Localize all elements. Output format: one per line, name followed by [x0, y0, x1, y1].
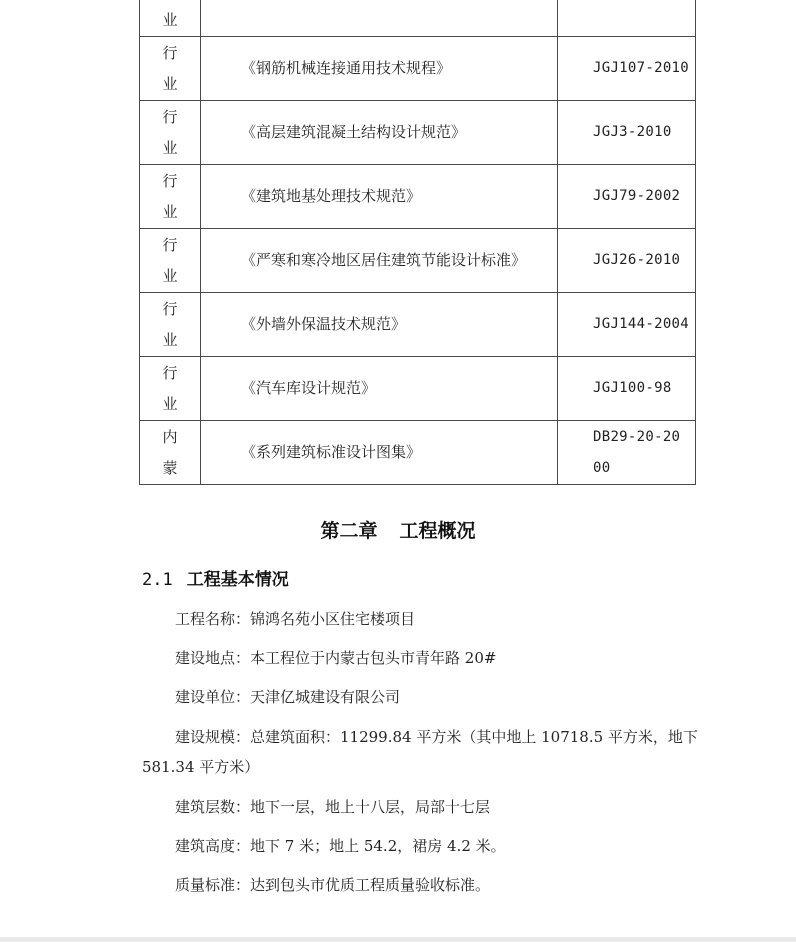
- level-cell: [140, 165, 201, 229]
- level-cell: [140, 421, 201, 485]
- standard-name: 《系列建筑标准设计图集》: [241, 443, 422, 461]
- info-floors: 建筑层数：地下一层，地上十八层，局部十七层: [175, 798, 491, 816]
- chapter-heading: [0, 516, 796, 543]
- table-row: [140, 293, 696, 357]
- standard-name-cell: [201, 165, 558, 229]
- info-scale: 建设规模：总建筑面积：11299.84 平方米（其中地上 10718.5 平方米，地下 581.34 平方米）: [142, 728, 698, 776]
- standard-code-cell: [558, 165, 696, 229]
- table-row: [140, 421, 696, 485]
- standard-code-cell: [558, 293, 696, 357]
- standard-name: 《钢筋机械连接通用技术规程》: [241, 59, 452, 77]
- standard-code-cell: [558, 101, 696, 165]
- standard-code-cell: [558, 229, 696, 293]
- level-cell: [140, 0, 201, 37]
- standard-code: JGJ100-98: [593, 380, 672, 396]
- level-text: 内蒙: [162, 428, 178, 477]
- standard-name-cell: [201, 37, 558, 101]
- level-text: 行业: [162, 300, 178, 349]
- chapter-number: 第二章: [320, 520, 378, 542]
- level-text: 业: [162, 11, 178, 29]
- info-height: 建筑高度：地下 7 米；地上 54.2，裙房 4.2 米。: [175, 837, 506, 855]
- page-bottom-edge: [0, 937, 796, 942]
- level-cell: [140, 101, 201, 165]
- standard-code-cell: [558, 37, 696, 101]
- standard-code: JGJ107-2010: [593, 60, 690, 76]
- standard-name: 《建筑地基处理技术规范》: [241, 187, 422, 205]
- standard-name: 《外墙外保温技术规范》: [241, 315, 407, 333]
- level-text: 行业: [162, 172, 178, 221]
- level-text: 行业: [162, 108, 178, 157]
- standard-code: DB29-20-2000: [593, 429, 681, 476]
- chapter-title: 工程概况: [399, 520, 476, 542]
- level-cell: [140, 293, 201, 357]
- standard-code-cell: [558, 0, 696, 37]
- level-text: 行业: [162, 44, 178, 93]
- table-row: [140, 37, 696, 101]
- level-text: 行业: [162, 364, 178, 413]
- level-cell: [140, 357, 201, 421]
- standard-name-cell: [201, 229, 558, 293]
- standard-code: JGJ3-2010: [593, 124, 672, 140]
- info-location: 建设地点：本工程位于内蒙古包头市青年路 20#: [175, 649, 497, 667]
- standard-name-cell: [201, 101, 558, 165]
- standards-table: [139, 0, 696, 485]
- info-project-name: 工程名称：锦鸿名苑小区住宅楼项目: [175, 610, 416, 628]
- standard-code: JGJ79-2002: [593, 188, 681, 204]
- table-row: [140, 229, 696, 293]
- standard-name-cell: [201, 293, 558, 357]
- standard-code-cell: [558, 421, 696, 485]
- standard-name-cell: [201, 357, 558, 421]
- table-row: [140, 357, 696, 421]
- info-quality: 质量标准：达到包头市优质工程质量验收标准。: [175, 876, 491, 894]
- standard-code: JGJ26-2010: [593, 252, 681, 268]
- standard-code: JGJ144-2004: [593, 316, 690, 332]
- standard-name: 《高层建筑混凝土结构设计规范》: [241, 123, 467, 141]
- section-heading: [142, 565, 289, 590]
- level-text: 行业: [162, 236, 178, 285]
- level-cell: [140, 229, 201, 293]
- standard-code-cell: [558, 357, 696, 421]
- info-builder: 建设单位：天津亿城建设有限公司: [175, 688, 401, 706]
- table-row: [140, 101, 696, 165]
- table-row: [140, 0, 696, 37]
- section-number: 2.1: [142, 570, 173, 590]
- standard-name-cell: [201, 421, 558, 485]
- level-cell: [140, 37, 201, 101]
- standard-name-cell: [201, 0, 558, 37]
- standard-name: 《严寒和寒冷地区居住建筑节能设计标准》: [241, 251, 527, 269]
- table-row: [140, 165, 696, 229]
- standard-name: 《汽车库设计规范》: [241, 379, 377, 397]
- section-title: 工程基本情况: [186, 570, 289, 590]
